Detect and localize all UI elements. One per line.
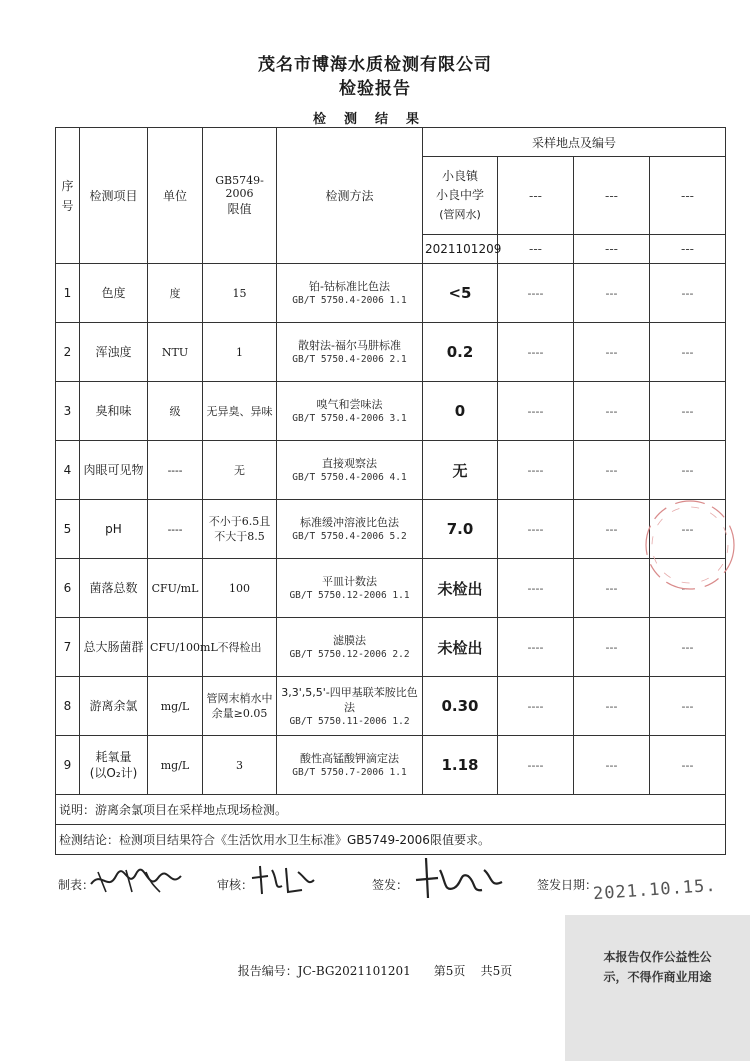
header-seq: 序号	[56, 128, 80, 264]
row-result-site3: ---	[574, 500, 650, 559]
row-limit: 无	[203, 441, 277, 500]
row-item: 色度	[80, 264, 148, 323]
table-row	[56, 736, 726, 795]
row-method-name: 3,3',5,5'-四甲基联苯胺比色 法	[281, 685, 418, 714]
row-number: 6	[56, 559, 80, 618]
row-result-site4: ---	[650, 736, 726, 795]
row-item: 臭和味	[80, 382, 148, 441]
row-result-site3: ---	[574, 264, 650, 323]
row-method-standard: GB/T 5750.4-2006 1.1	[292, 295, 407, 306]
issued-signature-icon	[410, 852, 510, 904]
reviewed-label: 审核：	[217, 878, 254, 892]
row-result-site4: ---	[650, 264, 726, 323]
row-method-standard: GB/T 5750.4-2006 5.2	[292, 531, 407, 542]
row-method	[277, 441, 423, 500]
row-method-standard: GB/T 5750.7-2006 1.1	[292, 767, 407, 778]
header-item: 检测项目	[80, 128, 148, 264]
header-method: 检测方法	[277, 128, 423, 264]
row-unit: 度	[148, 264, 203, 323]
table-row	[56, 500, 726, 559]
row-result-site4: ---	[650, 500, 726, 559]
table-row	[56, 382, 726, 441]
row-result-site3: ---	[574, 441, 650, 500]
report-number: 报告编号：JC-BG2021101201	[237, 964, 411, 978]
row-limit: 不小于6.5且 不大于8.5	[203, 500, 277, 559]
row-result-site3: ---	[574, 323, 650, 382]
site1-code: 2021101209	[423, 235, 498, 264]
issued-label: 签发：	[372, 878, 409, 892]
row-unit: CFU/mL	[148, 559, 203, 618]
row-method-standard: GB/T 5750.4-2006 2.1	[292, 354, 407, 365]
row-limit: 管网末梢水中 余量≥0.05	[203, 677, 277, 736]
row-item: 肉眼可见物	[80, 441, 148, 500]
row-number: 5	[56, 500, 80, 559]
row-result-site1: <5	[423, 264, 498, 323]
row-result-site2: ----	[498, 323, 574, 382]
row-method	[277, 559, 423, 618]
row-result-site1: 0.30	[423, 677, 498, 736]
row-result-site3: ---	[574, 559, 650, 618]
table-row	[56, 441, 726, 500]
site4-code: ---	[650, 235, 726, 264]
row-number: 4	[56, 441, 80, 500]
row-number: 2	[56, 323, 80, 382]
prepared-signature-icon	[86, 862, 186, 898]
row-result-site3: ---	[574, 736, 650, 795]
site2-name: ---	[498, 157, 574, 235]
header-limit-label: 限值	[227, 202, 252, 216]
row-limit: 3	[203, 736, 277, 795]
table-row	[56, 618, 726, 677]
row-method	[277, 323, 423, 382]
row-unit: mg/L	[148, 677, 203, 736]
row-method-standard: GB/T 5750.12-2006 1.1	[289, 590, 410, 601]
row-method-name: 酸性高锰酸钾滴定法	[300, 752, 399, 765]
row-number: 7	[56, 618, 80, 677]
row-item: 菌落总数	[80, 559, 148, 618]
note: 说明：游离余氯项目在采样地点现场检测。	[56, 795, 726, 825]
row-result-site2: ----	[498, 264, 574, 323]
row-method	[277, 736, 423, 795]
row-result-site4: ---	[650, 382, 726, 441]
row-result-site1: 0.2	[423, 323, 498, 382]
table-row	[56, 677, 726, 736]
row-result-site2: ----	[498, 677, 574, 736]
red-seal-icon	[640, 495, 740, 595]
row-result-site3: ---	[574, 677, 650, 736]
site4-name: ---	[650, 157, 726, 235]
issue-date-label: 签发日期：	[537, 878, 598, 892]
row-result-site2: ----	[498, 559, 574, 618]
row-method	[277, 382, 423, 441]
site1-name	[423, 157, 498, 235]
row-number: 9	[56, 736, 80, 795]
row-result-site4: ---	[650, 559, 726, 618]
row-method	[277, 677, 423, 736]
page-number: 第5页	[433, 964, 466, 978]
row-item: 耗氧量 (以O₂计)	[80, 736, 148, 795]
row-unit: NTU	[148, 323, 203, 382]
row-method-name: 嗅气和尝味法	[316, 398, 383, 411]
row-result-site1: 未检出	[423, 559, 498, 618]
disclaimer-line-1: 本报告仅作公益性公	[603, 950, 712, 964]
row-number: 3	[56, 382, 80, 441]
row-unit: 级	[148, 382, 203, 441]
row-result-site4: ---	[650, 618, 726, 677]
site1-school: 小良中学	[435, 188, 484, 202]
row-result-site4: ---	[650, 677, 726, 736]
row-method	[277, 500, 423, 559]
site1-town: 小良镇	[441, 169, 478, 183]
row-method-standard: GB/T 5750.12-2006 2.2	[289, 649, 410, 660]
row-result-site1: 1.18	[423, 736, 498, 795]
row-method-name: 滤膜法	[333, 634, 366, 647]
row-number: 1	[56, 264, 80, 323]
row-method-name: 平皿计数法	[322, 575, 377, 588]
disclaimer-text	[565, 947, 750, 987]
row-result-site2: ----	[498, 736, 574, 795]
row-result-site1: 7.0	[423, 500, 498, 559]
row-unit: ----	[148, 441, 203, 500]
page-total: 共5页	[480, 964, 513, 978]
row-limit: 不得检出	[203, 618, 277, 677]
site3-name: ---	[574, 157, 650, 235]
table-row	[56, 323, 726, 382]
row-limit: 15	[203, 264, 277, 323]
row-result-site1: 无	[423, 441, 498, 500]
row-result-site4: ---	[650, 441, 726, 500]
header-sampling: 采样地点及编号	[423, 128, 726, 157]
row-item: 总大肠菌群	[80, 618, 148, 677]
row-method-name: 铂-钴标准比色法	[309, 280, 390, 293]
header-unit: 单位	[148, 128, 203, 264]
report-title: 检验报告	[339, 79, 411, 99]
row-method-standard: GB/T 5750.4-2006 4.1	[292, 472, 407, 483]
header-limit	[203, 128, 277, 264]
row-method	[277, 264, 423, 323]
row-number: 8	[56, 677, 80, 736]
row-result-site4: ---	[650, 323, 726, 382]
row-method-name: 散射法-福尔马肼标准	[298, 339, 401, 352]
company-name: 茂名市博海水质检测有限公司	[258, 55, 492, 75]
results-table	[55, 127, 726, 855]
table-row	[56, 264, 726, 323]
prepared-label: 制表：	[58, 878, 95, 892]
row-limit: 100	[203, 559, 277, 618]
row-result-site1: 未检出	[423, 618, 498, 677]
site3-code: ---	[574, 235, 650, 264]
row-limit: 无异臭、异味	[203, 382, 277, 441]
section-title: 检测结果	[312, 112, 437, 127]
row-method-standard: GB/T 5750.11-2006 1.2	[289, 715, 410, 727]
row-result-site2: ----	[498, 500, 574, 559]
row-result-site2: ----	[498, 441, 574, 500]
row-result-site2: ----	[498, 618, 574, 677]
row-item: 游离余氯	[80, 677, 148, 736]
row-method-name: 标准缓冲溶液比色法	[300, 516, 399, 529]
conclusion: 检测结论：检测项目结果符合《生活饮用水卫生标准》GB5749-2006限值要求。	[56, 825, 726, 855]
site1-type: (管网水)	[439, 208, 481, 221]
row-result-site1: 0	[423, 382, 498, 441]
table-row	[56, 559, 726, 618]
row-unit: mg/L	[148, 736, 203, 795]
row-result-site3: ---	[574, 382, 650, 441]
row-method-name: 直接观察法	[322, 457, 377, 470]
row-item: pH	[80, 500, 148, 559]
site2-code: ---	[498, 235, 574, 264]
row-result-site2: ----	[498, 382, 574, 441]
header-limit-std: GB5749-2006	[215, 174, 264, 200]
reviewed-signature-icon	[248, 860, 320, 900]
row-method	[277, 618, 423, 677]
issue-date-value: 2021.10.15.	[592, 875, 718, 905]
row-method-standard: GB/T 5750.4-2006 3.1	[292, 413, 407, 424]
disclaimer-line-2: 示，不得作商业用途	[603, 970, 712, 984]
row-unit: ----	[148, 500, 203, 559]
row-result-site3: ---	[574, 618, 650, 677]
row-unit: CFU/100mL	[148, 618, 203, 677]
row-limit: 1	[203, 323, 277, 382]
row-item: 浑浊度	[80, 323, 148, 382]
disclaimer-overlay	[565, 915, 750, 1061]
